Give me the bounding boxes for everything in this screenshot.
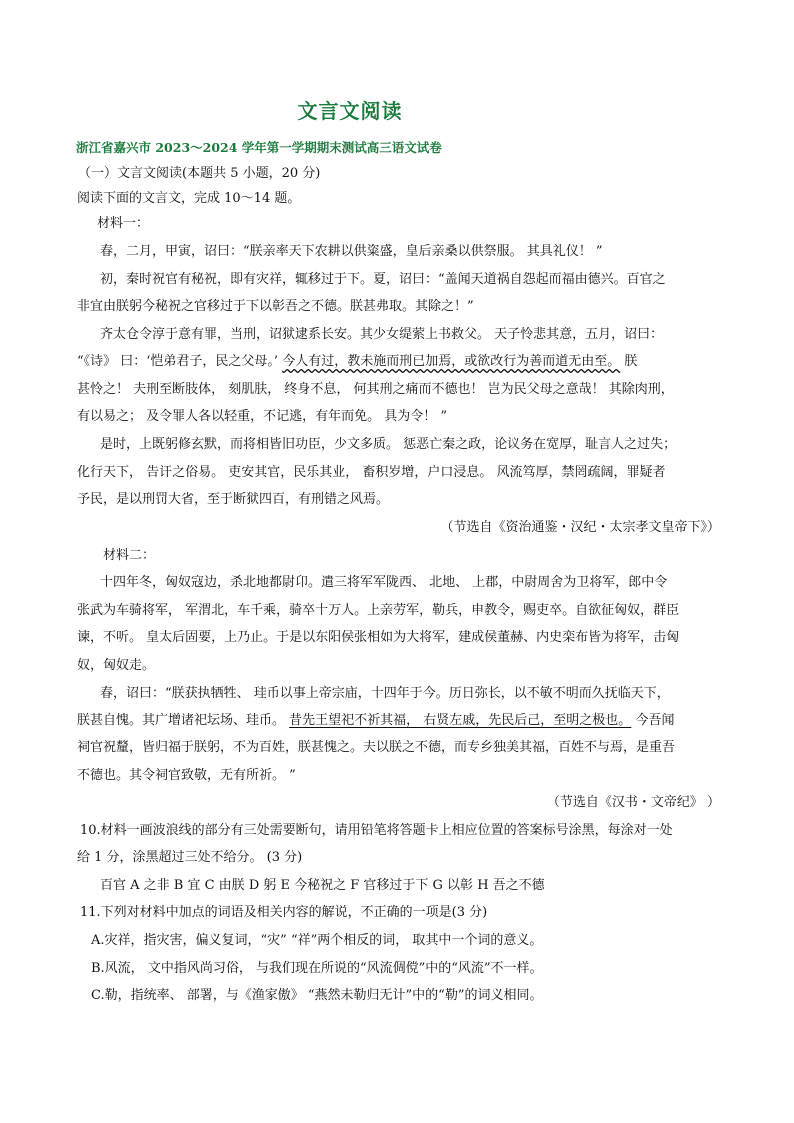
section-heading: （一）文言文阅读(本题共 5 小题，20 分) [78, 166, 321, 181]
question-11-option-b: B.风流， 文中指风尚习俗， 与我们现在所说的“风流倜傥”中的“风流”不一样。 [91, 961, 543, 976]
page-title: 文言文阅读 [297, 99, 403, 123]
poem-quote: “《诗》 曰：‘恺弟君子，民之父母。’ [77, 354, 279, 369]
line-tail: 今吾闻 [635, 713, 675, 728]
m2-paragraph-line: 祠官祝釐，皆归福于朕躬，不为百姓，朕甚愧之。夫以朕之不德，而专乡独美其福，百姓不与焉，是重吾 [77, 740, 676, 755]
m1-paragraph-line: 有以易之； 及令罪人各以轻重，不记逃，有年而免。 具为令！ ” [77, 409, 448, 424]
m2-paragraph-line: 十四年冬，匈奴寇边，杀北地都尉卬。遣三将军军陇西、 北地、 上郡，中尉周舍为卫将军，郎中令 [100, 575, 668, 590]
m1-paragraph-line: 初，秦时祝官有秘祝，即有灾祥，辄移过于下。夏，诏曰：“盖闻天道祸自怨起而福由德兴。百官之 [100, 272, 666, 287]
m2-paragraph-line [77, 711, 674, 731]
m2-paragraph-line: 不德也。其令祠官致敬，无有所祈。 ” [77, 768, 296, 783]
question-10-line: 给 1 分，涂黑超过三处不给分。 (3 分) [77, 850, 303, 865]
m1-paragraph-line: 齐太仓令淳于意有罪，当刑，诏狱逮系长安。其少女缇萦上书救父。 天子怜悲其意，五月，诏曰： [100, 327, 664, 342]
question-11-option-a: A.灾祥，指灾害，偏义复词，“灾” “祥”两个相反的词， 取其中一个词的意义。 [91, 933, 543, 948]
m1-paragraph-line: 甚怜之！ 夫刑至断肢体， 刻肌肤， 终身不息， 何其刑之痛而不德也！ 岂为民父母之意哉！ 其除肉刑， [77, 382, 674, 397]
m2-paragraph-line: 谏，不听。 皇太后固要，上乃止。于是以东阳侯张相如为大将军，建成侯董赫、内史栾布皆为将军，击匈 [77, 630, 680, 645]
m1-paragraph-line: 予民，是以刑罚大省，至于断狱四百，有刑错之风焉。 [77, 492, 390, 507]
m1-paragraph-line [77, 352, 637, 372]
question-10-options: 百官 A 之非 B 宜 C 由朕 D 躬 E 今秘祝之 F 官移过于下 G 以彰 H 吾之不德 [100, 878, 545, 893]
question-11-option-c: C.勒，指统率、 部署，与《渔家傲》 “燕然未勒归无计”中的“勒”的词义相同。 [91, 988, 543, 1003]
underlined-text: 昔先王望祀不祈其福， 右贤左戚，先民后己，至明之极也。 [289, 713, 632, 728]
m2-paragraph-line: 奴，匈奴走。 [77, 658, 156, 673]
material-1-source: （节选自《资治通鉴・汉纪・太宗孝文皇帝下》） [440, 520, 720, 535]
question-11-stem: 11.下列对材料中加点的词语及相关内容的解说，不正确的一项是(3 分) [80, 905, 488, 920]
m1-paragraph-line: 化行天下， 告讦之俗易。 吏安其官，民乐其业， 畜积岁增，户口浸息。 风流笃厚，禁罔疏阔，罪疑者 [77, 465, 666, 480]
question-10-line: 10.材料一画波浪线的部分有三处需要断句，请用铅笔将答题卡上相应位置的答案标号涂黑，每涂对一处 [80, 823, 673, 838]
material-2-label: 材料二： [103, 548, 156, 563]
m1-paragraph-line: 非宜由朕躬今秘祝之官移过于下以彰吾之不德。朕甚弗取。其除之！” [77, 299, 474, 314]
m2-paragraph-line: 张武为车骑将军， 军渭北，车千乘，骑卒十万人。上亲劳军，勒兵，申教令，赐吏卒。自欲征匈奴，群臣 [77, 603, 680, 618]
wavy-underlined-text: 今人有过，教未施而刑已加焉，或欲改行为善而道无由至。 [282, 354, 621, 369]
m1-paragraph-line: 是时，上既躬修玄默，而将相皆旧功臣，少文多质。 惩恶亡秦之政，论议务在宽厚，耻言人之过失； [100, 437, 677, 452]
m2-paragraph-line: 春，诏曰：“朕获执牺牲、 珪币以事上帝宗庙，十四年于今。历日弥长，以不敏不明而久抚临天下， [100, 686, 670, 701]
instruction: 阅读下面的文言文，完成 10～14 题。 [77, 191, 301, 206]
m1-paragraph-line: 春，二月，甲寅，诏曰：“朕亲率天下农耕以供粢盛，皇后亲桑以供祭服。 其具礼仪！ ” [100, 244, 603, 259]
exam-source: 浙江省嘉兴市 2023～2024 学年第一学期期末测试高三语文试卷 [76, 140, 442, 155]
material-2-source: （节选自《汉书・文帝纪》 ） [546, 795, 720, 810]
line-tail: 朕 [624, 354, 638, 369]
line-head: 朕甚自愧。其广增诸祀坛场、珪币。 [77, 713, 286, 728]
material-1-label: 材料一： [97, 216, 150, 231]
